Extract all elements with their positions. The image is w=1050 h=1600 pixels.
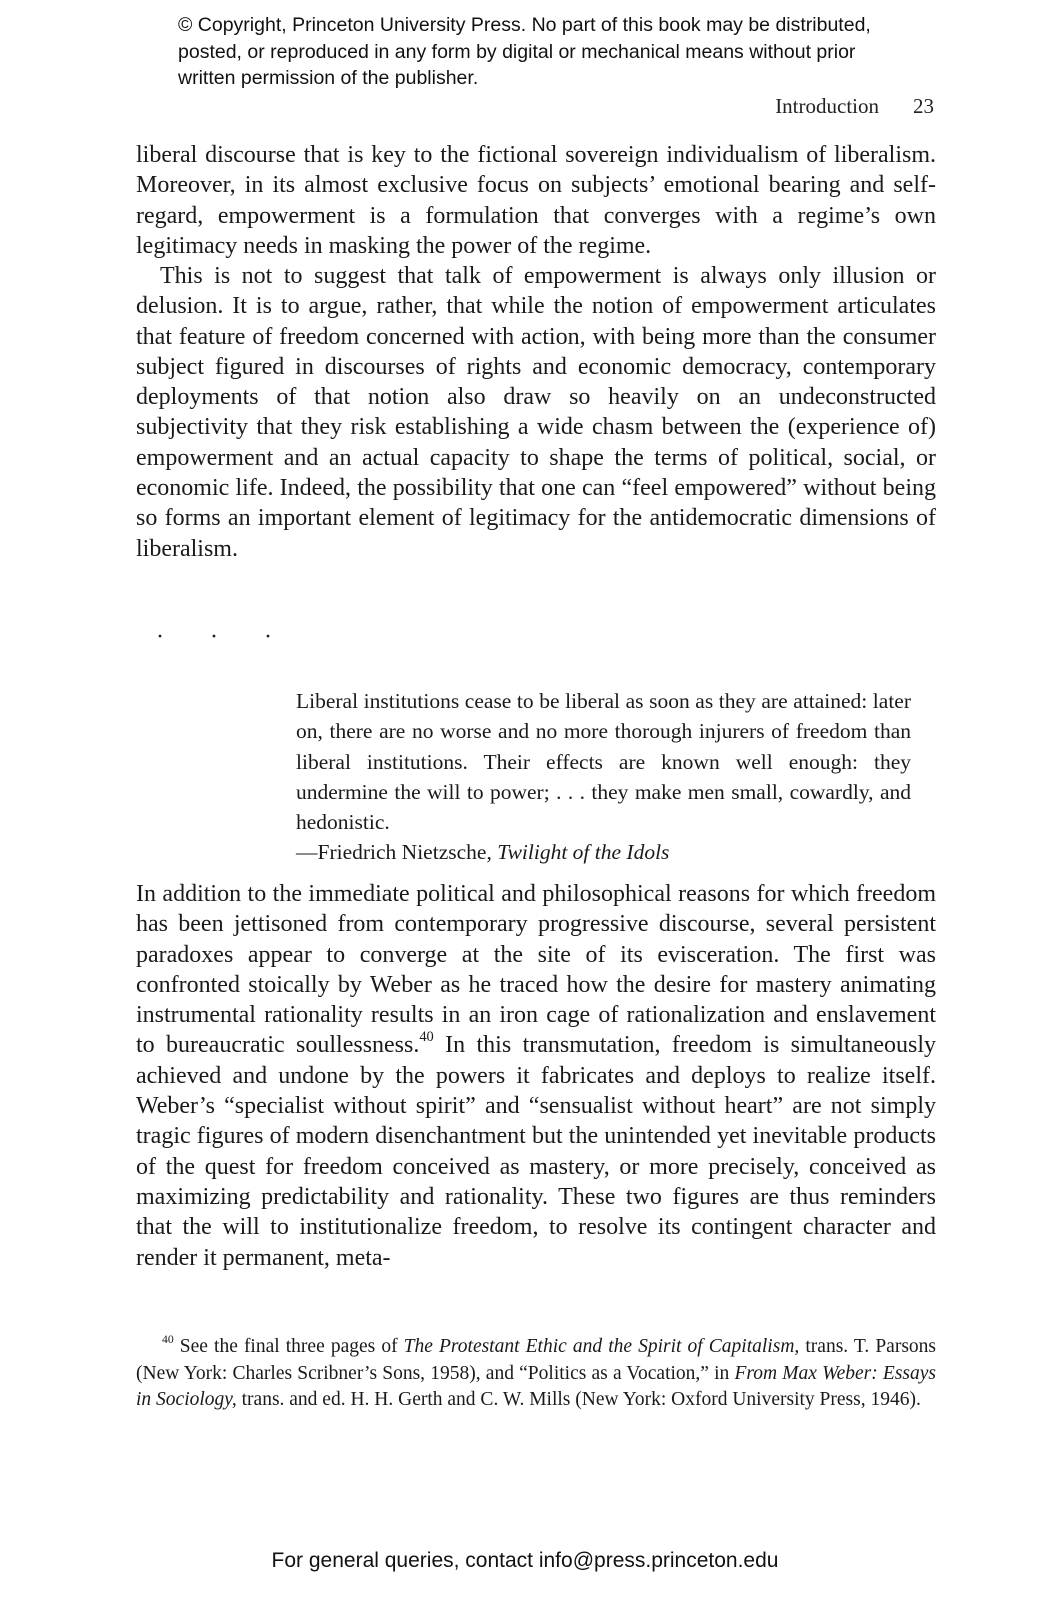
running-head <box>775 94 934 119</box>
footnote-text-1: See the final three pages of <box>173 1336 404 1357</box>
contact-footer: For general queries, contact info@press.princeton.edu <box>271 1549 779 1572</box>
footnote-title-2: From Max Weber: Essays in Sociology, <box>136 1362 936 1410</box>
copyright-notice: © Copyright, Princeton University Press. No part of this book may be distributed, posted, or reproduced in any form by digital or mechanical means without prior written permission of the publisher. <box>178 14 871 89</box>
paragraph-3-text-b: In this transmutation, freedom is simultaneously achieved and undone by the powers it fabricates and deploys to realize itself. Weber’s “specialist without spirit” and “sensualist without heart” are not simply tragic figures of modern disenchantment but the unintended yet inevitable products of the quest for freedom conceived as mastery, or more precisely, conceived as maximizing predictability and rationality. These two figures are thus reminders that the will to institutionalize freedom, to resolve its contingent character and render it permanent, meta- <box>136 1032 936 1271</box>
footnote-text-3: trans. and ed. H. H. Gerth and C. W. Mills (New York: Oxford University Press, 1946). <box>236 1389 921 1410</box>
paragraph-3-text-a: In addition to the immediate political and philosophical reasons for which freedom has been jettisoned from contemporary progressive discourse, several persistent paradoxes appear to converge at the site of its evisceration. The first was confronted stoically by Weber as he traced how the desire for mastery animating instrumental rationality results in an iron cage of rationalization and enslavement to bureaucratic soullessness. <box>136 881 936 1059</box>
section-break: · · · <box>156 624 292 650</box>
epigraph <box>296 686 911 868</box>
epigraph-attribution <box>296 837 911 867</box>
epigraph-quote: Liberal institutions cease to be liberal as soon as they are attained: later on, there are no worse and no more thorough injurers of freedom than liberal institutions. Their effects are known well enough: they undermine the will to power; . . . they make men small, cowardly, and hedonistic. <box>296 689 911 835</box>
paragraph-2: This is not to suggest that talk of empowerment is always only illusion or delusion. It is to argue, rather, that while the notion of empowerment articulates that feature of freedom concerned with action, with being more than the consumer subject figured in discourses of rights and economic democracy, contemporary deployments of that notion also draw so heavily on an undeconstructed subjectivity that they risk establishing a wide chasm between the (experience of) empowerment and an actual capacity to shape the terms of political, social, or economic life. Indeed, the possibility that one can “feel empowered” without being so forms an important element of legitimacy for the antidemocratic dimensions of liberalism. <box>136 263 936 562</box>
epigraph-author: —Friedrich Nietzsche, <box>296 840 498 865</box>
page-number: 23 <box>913 94 934 118</box>
running-title: Introduction <box>775 94 879 118</box>
footnote-reference[interactable]: 40 <box>419 1029 434 1046</box>
paragraph-3 <box>136 879 936 1273</box>
footnote-40 <box>136 1334 936 1414</box>
footnote-number: 40 <box>162 1333 174 1347</box>
footnote-title-1: The Protestant Ethic and the Spirit of Capitalism, <box>403 1336 800 1357</box>
epigraph-work-title: Twilight of the Idols <box>497 840 670 865</box>
footnote-text-2: trans. T. Parsons (New York: Charles Scribner’s Sons, 1958), and “Politics as a Vocation,” in <box>136 1336 936 1384</box>
paragraph-1: liberal discourse that is key to the fictional sovereign individualism of liberalism. Moreover, in its almost exclusive focus on subjects’ emotional bearing and self-regard, empowerment is a formulation that converges with a regime’s own legitimacy needs in masking the power of the regime. <box>136 142 936 259</box>
